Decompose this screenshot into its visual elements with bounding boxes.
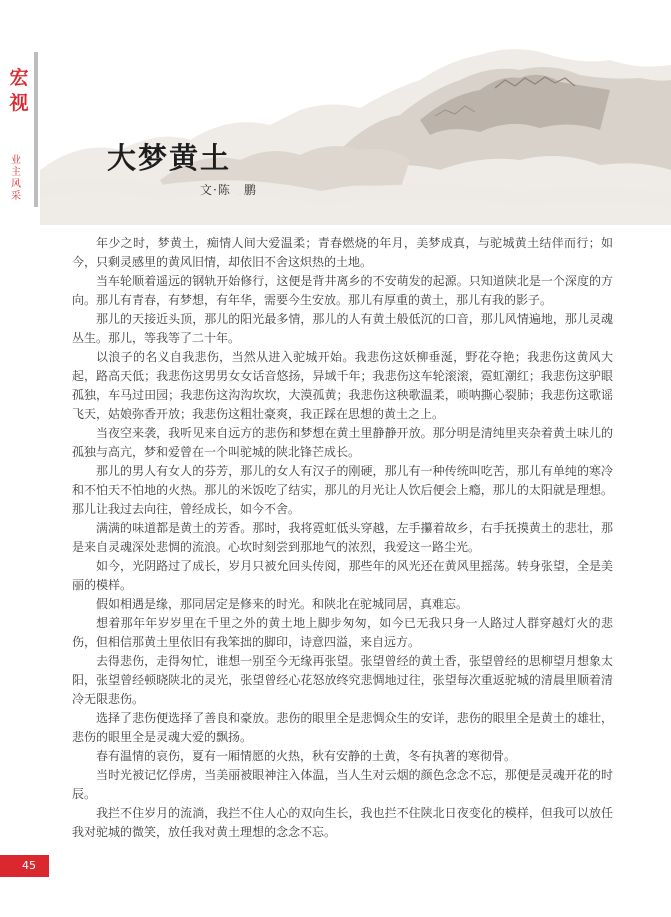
article-paragraph: 当车轮顺着遥远的钢轨开始修行，这便是背井离乡的不安萌发的起源。只知道陕北是一个深度的方向。那儿有青春，有梦想，有年华，需要今生安放。那儿有厚重的黄土，那儿有我的影子。	[72, 274, 613, 307]
article-paragraph: 春有温情的哀伤，夏有一厢情愿的火热，秋有安静的土黄，冬有执著的寒彻骨。	[96, 749, 517, 763]
article-body	[72, 234, 613, 842]
section-subtitle	[9, 155, 23, 203]
article-paragraph: 我拦不住岁月的流淌，我拦不住人心的双向生长，我也拦不住陕北日夜变化的模样，但我可以放任我对驼城的微笑，放任我对黄土理想的念念不忘。	[72, 806, 613, 839]
article-paragraph: 想着那年年岁岁里在千里之外的黄土地上脚步匆匆，如今已无我只身一人路过人群穿越灯火的悲伤，但相信那黄土里依旧有我笨拙的脚印，诗意四溢，来自远方。	[72, 616, 613, 649]
page-number-tab	[0, 855, 49, 877]
article-title: 大梦黄土	[107, 141, 232, 175]
article-paragraph: 去得悲伤，走得匆忙，谁想一别至今无缘再张望。张望曾经的黄土香，张望曾经的思柳望月想象太阳，张望曾经顿晓陕北的灵光，张望曾经心花怒放终究悲惆地过往，张望每次重返驼城的清晨里顺着清冷无限悲伤。	[72, 654, 613, 706]
article-paragraph: 选择了悲伤便选择了善良和豪放。悲伤的眼里全是悲惆众生的安详，悲伤的眼里全是黄土的雄壮，悲伤的眼里全是灵魂大爱的飘扬。	[72, 711, 613, 744]
article-paragraph: 那儿的天接近头顶，那儿的阳光最多情，那儿的人有黄土般低沉的口音，那儿风情遍地，那儿灵魂丛生。那儿，等我等了二十年。	[72, 312, 613, 345]
article-paragraph: 满满的味道都是黄土的芳香。那时，我将霓虹低头穿越，左手攥着故乡，右手抚摸黄土的悲壮，那是来自灵魂深处悲惆的流浪。心坎时刻尝到那地气的浓烈，我爱这一路尘光。	[72, 521, 613, 554]
article-paragraph: 年少之时，梦黄土，痴情人间大爱温柔；青春燃烧的年月，美梦成真，与驼城黄土结伴而行；如今，只剩灵感里的黄风旧情，却依旧不舍这炽热的土地。	[72, 236, 613, 269]
article-paragraph: 那儿的男人有女人的芬芳，那儿的女人有汉子的刚硬，那儿有一种传统叫吃苦，那儿有单纯的寒冷和不怕天不怕地的火热。那儿的米饭吃了结实，那儿的月光让人饮后便会上瘾，那儿的太阳就是理想。那儿让我过去向往，曾经成长，如今不舍。	[72, 464, 613, 516]
page-number: 45	[22, 859, 36, 872]
article-paragraph: 当时光被记忆俘虏，当美丽被眼神注入体温，当人生对云烟的颜色念念不忘，那便是灵魂开花的时辰。	[72, 768, 613, 801]
section-title	[6, 66, 32, 116]
section-subtitle-char: 采	[11, 191, 21, 202]
section-subtitle-char: 业	[11, 155, 21, 166]
article-paragraph: 假如相遇是缘，那同居定是修来的时光。和陕北在驼城同居，真难忘。	[96, 597, 469, 611]
article-paragraph: 如今，光阴路过了成长，岁月只被允回头传阅，那些年的风光还在黄风里摇荡。转身张望，全是美丽的模样。	[72, 559, 613, 592]
section-subtitle-char: 主	[11, 167, 21, 178]
article-paragraph: 以浪子的名义自我悲伤，当然从进入驼城开始。我悲伤这妖柳垂涎，野花夺艳；我悲伤这黄风大起，路高天低；我悲伤这男男女女话音悠扬，异域千年；我悲伤这车轮滚滚，霓虹潮红；我悲伤这驴眼孤独，车马过田园；我悲伤这沟沟坎坎，大漠孤黄；我悲伤这秧歌温柔，唢呐撕心裂肺；我悲伤这歌谣飞天，姑娘弥香开放；我悲伤这粗壮豪爽，我正踩在思想的黄土之上。	[72, 350, 613, 421]
ink-mountain-illustration	[40, 20, 671, 225]
section-title-char: 宏	[9, 67, 29, 89]
section-subtitle-char: 风	[11, 179, 21, 190]
article-author: 文·陈 鹏	[200, 183, 257, 197]
section-title-char: 视	[9, 92, 29, 114]
article-paragraph: 当夜空来袭，我听见来自远方的悲伤和梦想在黄土里静静开放。那分明是清纯里夹杂着黄土味儿的孤独与高亢，梦和爱曾在一个叫驼城的陕北锋芒成长。	[72, 426, 613, 459]
